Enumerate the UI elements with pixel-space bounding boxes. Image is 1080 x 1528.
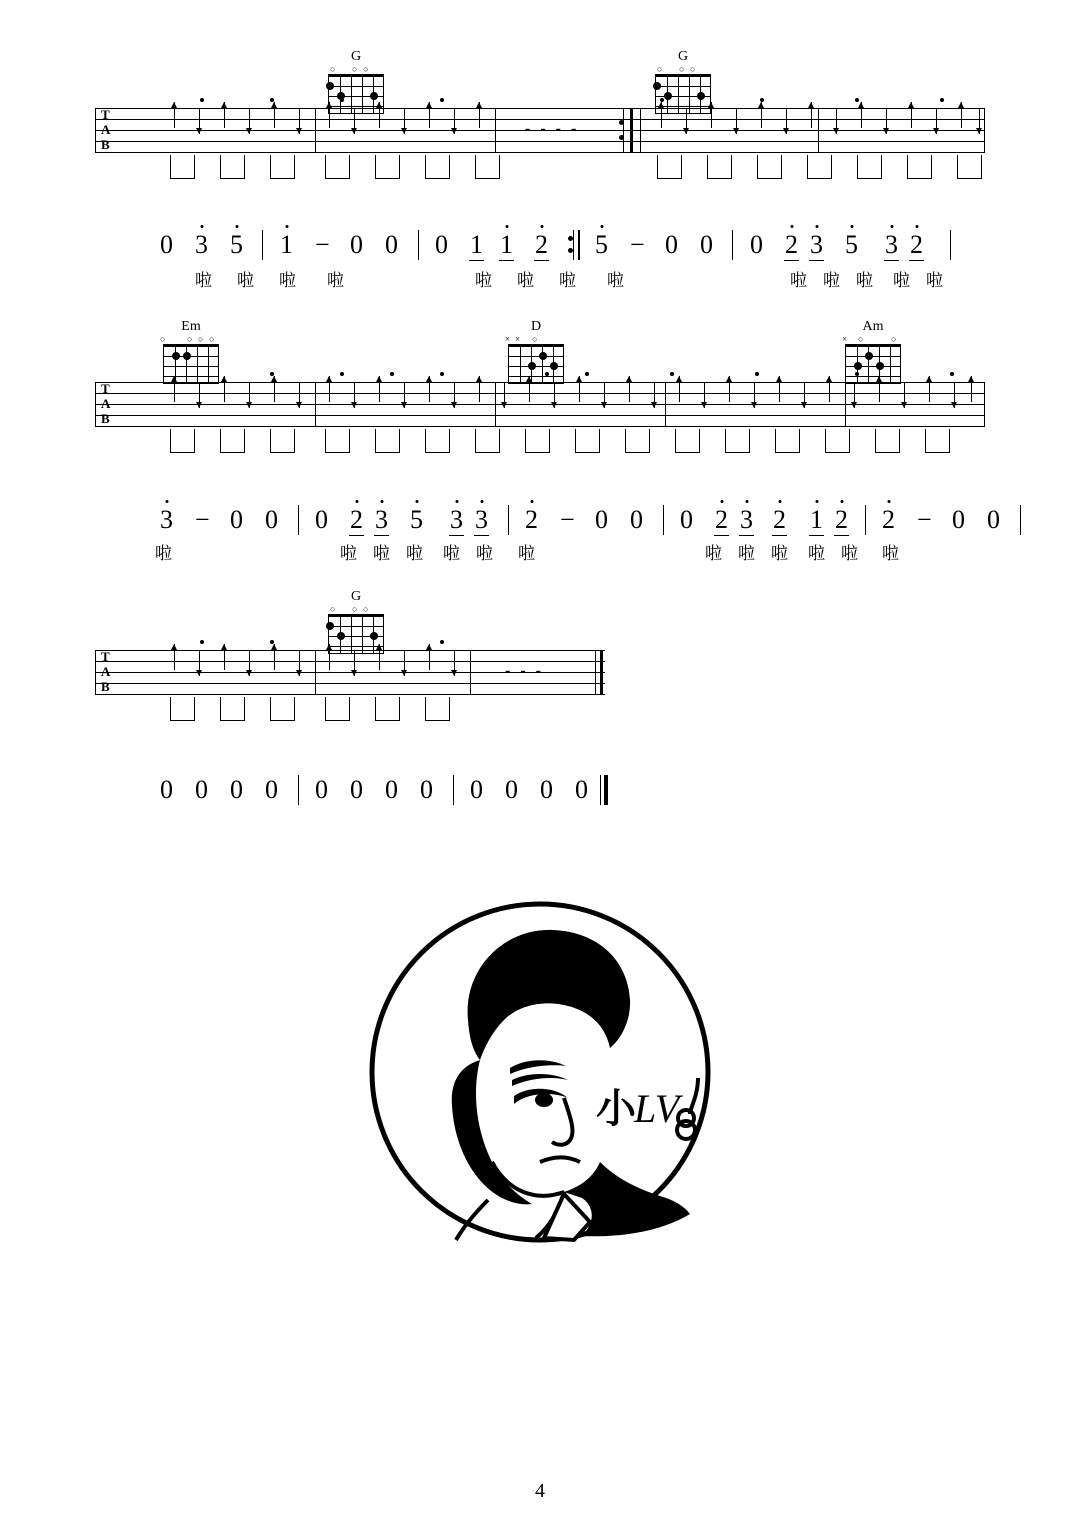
note-number: 5 bbox=[410, 507, 423, 533]
octave-dot bbox=[530, 500, 533, 503]
note-number: 0 bbox=[160, 775, 173, 804]
lyric-syllable: 啦 bbox=[237, 271, 254, 291]
octave-dot bbox=[200, 225, 203, 228]
note-number: 0 bbox=[680, 505, 693, 534]
tab-letter-a: A bbox=[101, 122, 111, 137]
lyric-syllable: 啦 bbox=[823, 271, 840, 291]
note-number: 2 bbox=[535, 232, 548, 258]
octave-dot bbox=[505, 225, 508, 228]
note-number: 2 bbox=[785, 232, 798, 258]
note-number: 0 bbox=[315, 505, 328, 534]
note-number: 2 bbox=[715, 507, 728, 533]
note-number: 3 bbox=[740, 507, 753, 533]
note-number: 0 bbox=[952, 505, 965, 534]
note-number: 0 bbox=[385, 230, 398, 259]
lyric-syllable: 啦 bbox=[808, 544, 825, 564]
note-number: 1 bbox=[810, 507, 823, 533]
note-number: 0 bbox=[230, 505, 243, 534]
octave-dot bbox=[815, 225, 818, 228]
tab-staff-1: T A B - - - - bbox=[95, 108, 985, 163]
note-number: − bbox=[315, 230, 330, 259]
chord-name: G bbox=[350, 589, 362, 604]
note-number: 2 bbox=[350, 507, 363, 533]
notation-barlines-1 bbox=[160, 230, 990, 262]
octave-dot bbox=[778, 500, 781, 503]
tab-letter-a: A bbox=[101, 664, 111, 679]
page-number: 4 bbox=[535, 1480, 545, 1502]
lyric-syllable: 啦 bbox=[607, 271, 624, 291]
lyric-syllable: 啦 bbox=[893, 271, 910, 291]
lyric-row-2 bbox=[155, 544, 990, 569]
lyric-syllable: 啦 bbox=[195, 271, 212, 291]
svg-text:LV: LV bbox=[634, 1086, 680, 1131]
chord-name: Em bbox=[181, 319, 201, 334]
note-number: − bbox=[560, 505, 575, 534]
chord-diagram-em: Em ○ ○ ○ ○ bbox=[160, 320, 222, 384]
note-number: 5 bbox=[845, 232, 858, 258]
note-number: 0 bbox=[700, 230, 713, 259]
tab-letter-a: A bbox=[101, 396, 111, 411]
note-number: 2 bbox=[882, 507, 895, 533]
octave-dot bbox=[455, 500, 458, 503]
lyric-syllable: 啦 bbox=[841, 544, 858, 564]
chord-name: G bbox=[677, 49, 689, 64]
note-number: 0 bbox=[350, 230, 363, 259]
chord-name: G bbox=[350, 49, 362, 64]
note-number: 0 bbox=[195, 775, 208, 804]
note-number: 3 bbox=[375, 507, 388, 533]
note-number: 3 bbox=[810, 232, 823, 258]
lyric-syllable: 啦 bbox=[340, 544, 357, 564]
note-number: 0 bbox=[665, 230, 678, 259]
lyric-syllable: 啦 bbox=[327, 271, 344, 291]
chord-diagram-am: Am × ○ ○ bbox=[842, 320, 904, 384]
octave-dot bbox=[745, 500, 748, 503]
octave-dot bbox=[165, 500, 168, 503]
note-number: 2 bbox=[773, 507, 786, 533]
octave-dot bbox=[815, 500, 818, 503]
note-number: 3 bbox=[475, 507, 488, 533]
octave-dot bbox=[285, 225, 288, 228]
chord-name: D bbox=[530, 319, 542, 334]
tab-letter-t: T bbox=[101, 107, 110, 122]
octave-dot bbox=[915, 225, 918, 228]
lyric-syllable: 啦 bbox=[443, 544, 460, 564]
lyric-syllable: 啦 bbox=[926, 271, 943, 291]
note-number: 0 bbox=[630, 505, 643, 534]
tab-staff-3: T A B - - - bbox=[95, 650, 605, 705]
octave-dot bbox=[540, 225, 543, 228]
lyric-syllable: 啦 bbox=[155, 544, 172, 564]
note-number: 0 bbox=[265, 505, 278, 534]
note-number: 2 bbox=[835, 507, 848, 533]
octave-dot bbox=[840, 500, 843, 503]
octave-dot bbox=[790, 225, 793, 228]
octave-dot bbox=[850, 225, 853, 228]
lyric-syllable: 啦 bbox=[406, 544, 423, 564]
rhythm-stems-3 bbox=[95, 697, 605, 727]
lyric-syllable: 啦 bbox=[559, 271, 576, 291]
rhythm-stems-2 bbox=[95, 429, 985, 459]
note-number: 0 bbox=[315, 775, 328, 804]
octave-dot bbox=[890, 225, 893, 228]
lyric-syllable: 啦 bbox=[476, 544, 493, 564]
lyric-syllable: 啦 bbox=[790, 271, 807, 291]
note-number: 0 bbox=[230, 775, 243, 804]
note-number: 0 bbox=[987, 505, 1000, 534]
note-number: 0 bbox=[575, 775, 588, 804]
lyric-syllable: 啦 bbox=[771, 544, 788, 564]
octave-dot bbox=[415, 500, 418, 503]
note-number: 0 bbox=[350, 775, 363, 804]
chord-name: Am bbox=[862, 319, 884, 334]
note-number: 3 bbox=[195, 232, 208, 258]
octave-dot bbox=[380, 500, 383, 503]
note-number: 0 bbox=[435, 230, 448, 259]
octave-dot bbox=[720, 500, 723, 503]
note-number: 2 bbox=[525, 507, 538, 533]
note-number: 0 bbox=[385, 775, 398, 804]
lyric-syllable: 啦 bbox=[475, 271, 492, 291]
lyric-syllable: 啦 bbox=[705, 544, 722, 564]
octave-dot bbox=[480, 500, 483, 503]
note-number: 0 bbox=[505, 775, 518, 804]
note-number: 0 bbox=[540, 775, 553, 804]
lyric-syllable: 啦 bbox=[373, 544, 390, 564]
tab-letter-t: T bbox=[101, 381, 110, 396]
note-number: 1 bbox=[500, 232, 513, 258]
artist-logo bbox=[368, 900, 712, 1244]
lyric-syllable: 啦 bbox=[882, 544, 899, 564]
note-number: 3 bbox=[160, 507, 173, 533]
note-number: 2 bbox=[910, 232, 923, 258]
note-number: 0 bbox=[595, 505, 608, 534]
lyric-syllable: 啦 bbox=[738, 544, 755, 564]
tab-letter-b: B bbox=[101, 679, 110, 694]
chord-diagram-g-2: G ○ ○ ○ bbox=[652, 50, 714, 114]
lyric-row-1 bbox=[175, 272, 995, 296]
octave-dot bbox=[887, 500, 890, 503]
lyric-syllable: 啦 bbox=[279, 271, 296, 291]
lyric-syllable: 啦 bbox=[856, 271, 873, 291]
note-number: 5 bbox=[230, 232, 243, 258]
tab-letter-b: B bbox=[101, 411, 110, 426]
note-number: 0 bbox=[470, 775, 483, 804]
note-number: 0 bbox=[265, 775, 278, 804]
note-number: − bbox=[917, 505, 932, 534]
note-number: 0 bbox=[750, 230, 763, 259]
chord-diagram-d: D × × ○ bbox=[505, 320, 567, 384]
notation-barlines-3 bbox=[160, 775, 620, 807]
rhythm-stems-1 bbox=[95, 155, 985, 185]
lyric-syllable: 啦 bbox=[518, 544, 535, 564]
svg-text:小: 小 bbox=[596, 1086, 636, 1132]
notation-barlines-2 bbox=[160, 505, 990, 537]
note-number: 0 bbox=[420, 775, 433, 804]
note-number: 5 bbox=[595, 232, 608, 258]
lyric-syllable: 啦 bbox=[517, 271, 534, 291]
octave-dot bbox=[235, 225, 238, 228]
octave-dot bbox=[355, 500, 358, 503]
chord-diagram-g-3: G ○ ○ ○ bbox=[325, 590, 387, 654]
note-number: 3 bbox=[885, 232, 898, 258]
note-number: − bbox=[195, 505, 210, 534]
note-number: 0 bbox=[160, 230, 173, 259]
note-number: − bbox=[630, 230, 645, 259]
chord-diagram-g: G ○ ○ ○ bbox=[325, 50, 387, 114]
note-number: 1 bbox=[280, 232, 293, 258]
octave-dot bbox=[600, 225, 603, 228]
tab-letter-b: B bbox=[101, 137, 110, 152]
note-number: 3 bbox=[450, 507, 463, 533]
tab-letter-t: T bbox=[101, 649, 110, 664]
note-number: 1 bbox=[470, 230, 483, 259]
